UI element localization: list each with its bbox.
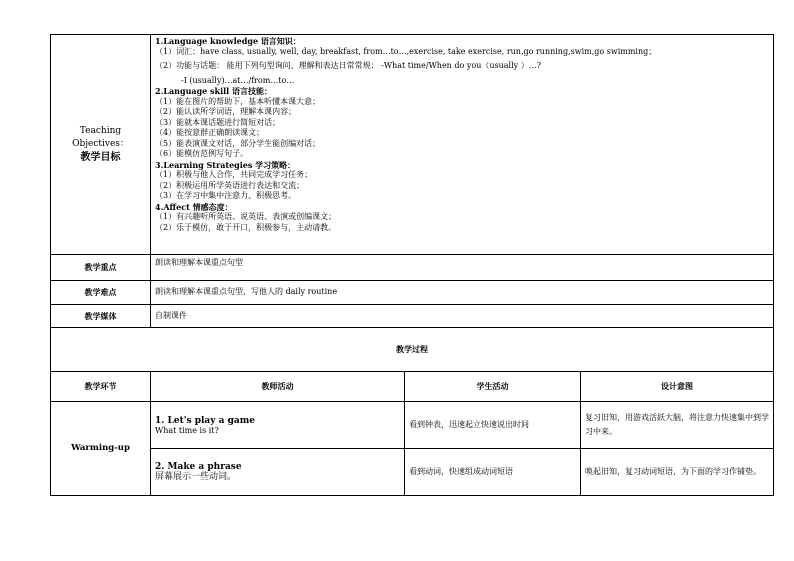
objective-line: -I (usually)…at…/from…to… — [181, 75, 295, 85]
header-stage: 教学环节 — [51, 372, 151, 402]
objectives-row — [51, 35, 774, 255]
teacher-activity-title: 1. Let's play a game — [155, 415, 255, 426]
objective-line: （1）积极与他人合作，共同完成学习任务； — [155, 170, 313, 179]
warmup-row-2 — [51, 449, 774, 496]
objective-line: （2）功能与话题： 能用下列句型询问、理解和表达日常常规： -What time/When do you（usually ）…? — [155, 61, 541, 70]
header-student: 学生活动 — [405, 372, 581, 402]
teacher-activity-detail: What time is it? — [155, 426, 219, 435]
objective-line: （2）能认读所学词语，理解本课内容； — [155, 107, 297, 116]
objective-line: （5）能表演课文对话，部分学生能创编对话； — [155, 138, 321, 148]
objective-line: 2.Language skill 语言技能： — [155, 86, 272, 96]
warmup-stage: Warming-up — [51, 402, 151, 496]
warmup-design-1: 复习旧知，用游戏活跃大脑，将注意力快速集中到学习中来。 — [581, 402, 774, 449]
teacher-activity-detail: 屏幕展示一些动词。 — [155, 472, 237, 482]
objective-line: （1）词汇：have class, usually, well, day, breakfast, from…to…,exercise, take exercise, run,go running,swim,go swimming； — [155, 46, 657, 56]
warmup-row-1 — [51, 402, 774, 449]
key-points-label: 教学重点 — [51, 255, 151, 281]
warmup-teacher-1 — [151, 402, 405, 449]
objective-line: （1）能在图片的帮助下，基本听懂本课大意； — [155, 96, 321, 106]
objective-line: 4.Affect 情感态度： — [155, 201, 233, 212]
objectives-content — [151, 35, 774, 255]
objectives-label — [51, 35, 151, 255]
difficulties-label: 教学难点 — [51, 281, 151, 305]
key-points-value: 朗读和理解本课重点句型 — [151, 255, 774, 281]
process-title: 教学过程 — [51, 328, 774, 372]
process-title-row — [51, 328, 774, 372]
objective-line: 1.Language knowledge 语言知识： — [155, 36, 301, 46]
objectives-label-zh: 教学目标 — [80, 152, 121, 163]
objective-line: （2）积极运用所学英语进行表达和交流； — [155, 180, 305, 190]
objective-line: 3.Learning Strategies 学习策略： — [155, 159, 296, 170]
objective-line: （3）能就本课话题进行简短对话； — [155, 117, 281, 127]
difficulties-row — [51, 281, 774, 305]
objective-line: （6）能模仿范例写句子。 — [155, 149, 249, 158]
media-row — [51, 305, 774, 328]
media-value: 自制课件 — [151, 305, 774, 328]
objective-line: （4）能按意群正确朗读课文； — [155, 128, 265, 137]
objective-line: （3）在学习中集中注意力、积极思考。 — [155, 191, 297, 200]
teacher-activity-title: 2. Make a phrase — [155, 461, 242, 472]
header-design: 设计意图 — [581, 372, 774, 402]
warmup-teacher-2 — [151, 449, 405, 496]
warmup-design-2: 唤起旧知，复习动词短语，为下面的学习作铺垫。 — [581, 449, 774, 496]
objective-line: （2）乐于模仿，敢于开口，积极参与，主动请教。 — [155, 222, 337, 232]
header-teacher: 教师活动 — [151, 372, 405, 402]
media-label: 教学媒体 — [51, 305, 151, 328]
header-row — [51, 372, 774, 402]
difficulties-value: 朗读和理解本课重点句型，写他人的 daily routine — [151, 281, 774, 305]
objective-line: （1）有兴趣听所英语、说英语、表演或创编课文； — [155, 212, 337, 221]
lesson-plan-table — [50, 34, 774, 496]
warmup-student-2: 看到动词，快速组成动词短语 — [405, 449, 581, 496]
objectives-label-en: Teaching Objectives： — [72, 126, 129, 149]
key-points-row — [51, 255, 774, 281]
warmup-student-1: 看到钟表，迅速起立快速说出时间 — [405, 402, 581, 449]
